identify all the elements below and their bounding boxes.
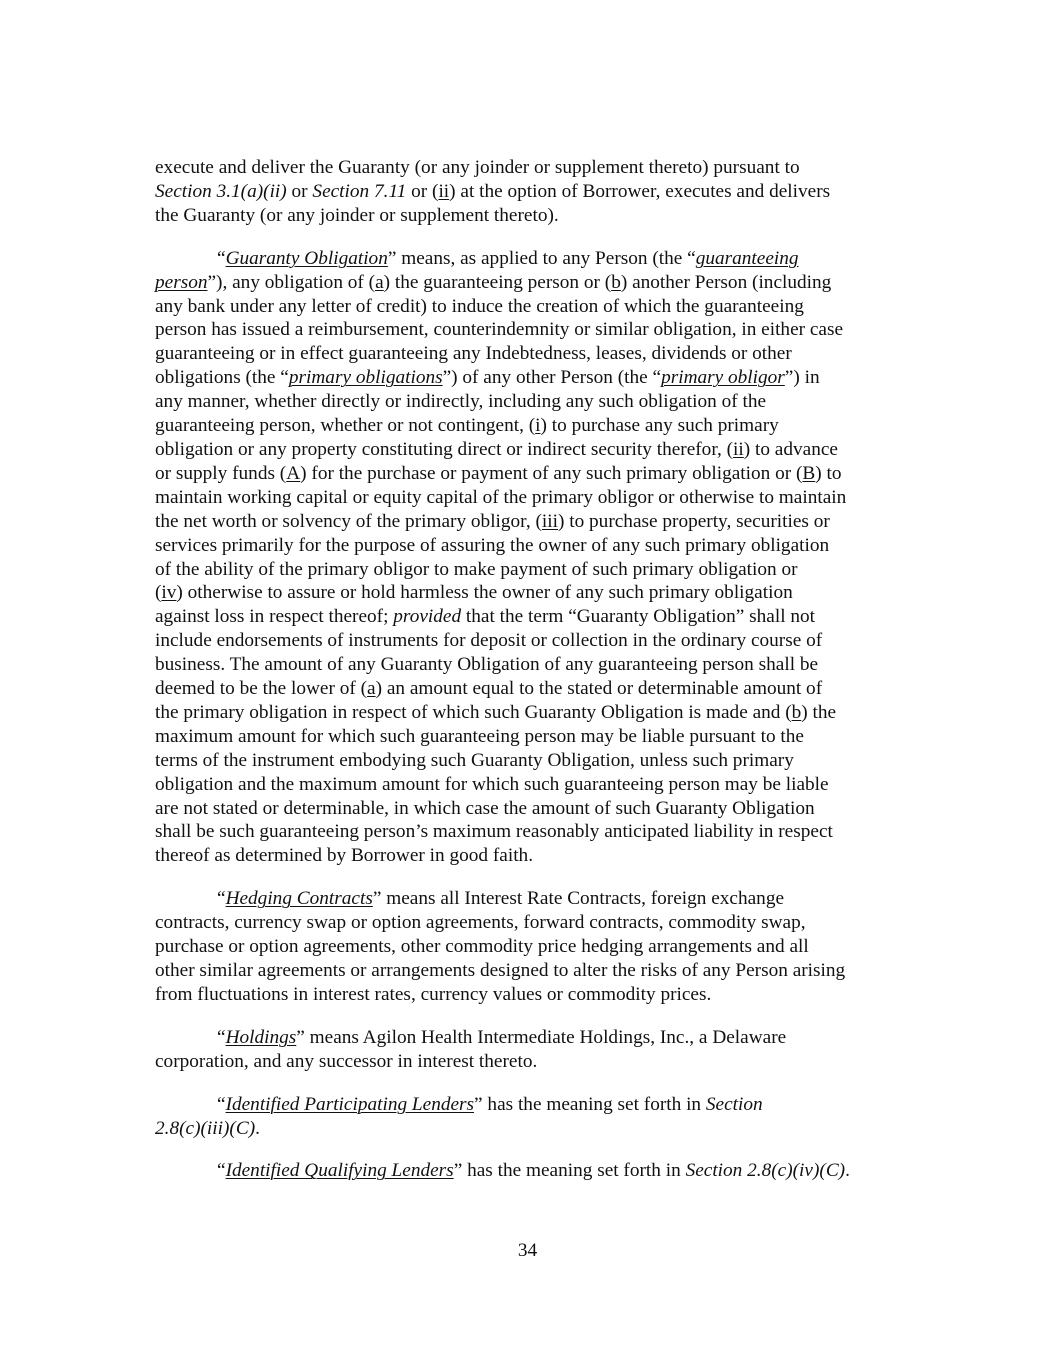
- text-run: (: [155, 582, 162, 604]
- defined-term: i: [535, 415, 541, 437]
- text-line: [155, 1159, 915, 1183]
- text-line: [155, 749, 915, 773]
- text-line: [155, 180, 915, 204]
- text-run: ” means all Interest Rate Contracts, foreign exchange: [372, 888, 785, 910]
- text-run: ” has the meaning set forth in: [474, 1093, 706, 1115]
- text-line: [155, 318, 915, 342]
- text-line: [155, 414, 915, 438]
- text-run: thereof as determined by Borrower in good faith.: [155, 845, 534, 867]
- defined-term: guaranteeing: [695, 247, 799, 269]
- text-run: services primarily for the purpose of assuring the owner of any such primary obligation: [155, 534, 830, 556]
- text-run: any bank under any letter of credit) to induce the creation of which the guaranteeing: [155, 295, 804, 317]
- text-line: [155, 534, 915, 558]
- text-run: ) another Person (including: [620, 271, 832, 293]
- defined-term: Hedging Contracts: [225, 888, 373, 910]
- text-run: or: [286, 180, 313, 202]
- paragraph-holdings: [155, 1026, 915, 1074]
- text-line: [155, 581, 915, 605]
- document-body: [155, 156, 915, 1183]
- text-line: [155, 959, 915, 983]
- text-line: [155, 295, 915, 319]
- text-line: [155, 1117, 915, 1141]
- text-line: [155, 653, 915, 677]
- defined-term: A: [286, 462, 301, 484]
- text-run: or (: [406, 180, 439, 202]
- text-line: [155, 438, 915, 462]
- text-run: 2.8(c)(iii)(C): [155, 1117, 256, 1139]
- text-line: [155, 247, 915, 271]
- defined-term: ii: [438, 180, 450, 202]
- text-run: Section 7.11: [312, 180, 407, 202]
- defined-term: b: [611, 271, 621, 293]
- page-number: 34: [517, 1240, 538, 1261]
- text-line: [155, 486, 915, 510]
- defined-term: a: [367, 678, 376, 700]
- defined-term: primary obligor: [661, 367, 785, 389]
- text-run: ” means, as applied to any Person (the “: [387, 247, 696, 269]
- text-run: ” has the meaning set forth in: [453, 1160, 686, 1182]
- text-run: maintain working capital or equity capital of the primary obligor or otherwise to maintain: [155, 486, 847, 508]
- text-line: [155, 605, 915, 629]
- text-run: “: [217, 1026, 226, 1048]
- text-line: [155, 462, 915, 486]
- text-run: ) for the purchase or payment of any such primary obligation or (: [300, 462, 803, 484]
- text-line: [155, 1026, 915, 1050]
- defined-term: iii: [541, 510, 558, 532]
- text-run: execute and deliver the Guaranty (or any joinder or supplement thereto) pursuant to: [155, 157, 800, 178]
- defined-term: Guaranty Obligation: [225, 247, 388, 269]
- text-run: corporation, and any successor in interest thereto.: [155, 1050, 538, 1072]
- defined-term: Identified Participating Lenders: [225, 1093, 475, 1115]
- text-run: contracts, currency swap or option agreements, forward contracts, commodity swap,: [155, 912, 806, 934]
- text-run: ”) of any other Person (the “: [442, 367, 662, 389]
- text-run: ) to advance: [743, 438, 838, 460]
- text-run: other similar agreements or arrangements designed to alter the risks of any Person arising: [155, 960, 846, 981]
- text-run: are not stated or determinable, in which case the amount of such Guaranty Obligation: [155, 797, 815, 819]
- defined-term: Holdings: [225, 1026, 297, 1048]
- text-run: .: [255, 1117, 260, 1139]
- text-run: guaranteeing or in effect guaranteeing any Indebtedness, leases, dividends or other: [155, 343, 792, 365]
- paragraph-identified-qualifying-lenders: [155, 1159, 915, 1183]
- defined-term: ii: [733, 438, 744, 460]
- defined-term: person: [155, 271, 208, 293]
- text-line: [155, 797, 915, 821]
- defined-term: iv: [161, 582, 177, 604]
- text-run: from fluctuations in interest rates, currency values or commodity prices.: [155, 983, 712, 1005]
- text-run: obligation or any property constituting direct or indirect security therefor, (: [155, 438, 734, 460]
- text-run: ) to: [815, 462, 842, 484]
- text-line: [155, 844, 915, 868]
- text-run: Section: [705, 1093, 763, 1115]
- paragraph-identified-participating-lenders: [155, 1093, 915, 1141]
- text-run: purchase or option agreements, other commodity price hedging arrangements and all: [155, 936, 809, 958]
- text-line: [155, 156, 915, 180]
- text-run: the Guaranty (or any joinder or supplement thereto).: [155, 204, 559, 226]
- text-run: include endorsements of instruments for deposit or collection in the ordinary course of: [155, 630, 823, 652]
- text-run: “: [217, 1160, 226, 1182]
- text-run: guaranteeing person, whether or not contingent, (: [155, 415, 536, 437]
- text-line: [155, 773, 915, 797]
- defined-term: B: [802, 462, 816, 484]
- text-run: the primary obligation in respect of which such Guaranty Obligation is made and (: [155, 701, 792, 723]
- text-line: [155, 983, 915, 1007]
- text-run: Section 3.1(a)(ii): [155, 180, 287, 202]
- text-line: [155, 887, 915, 911]
- text-line: [155, 677, 915, 701]
- text-line: [155, 935, 915, 959]
- paragraph-guaranty-continuation: [155, 156, 915, 228]
- text-run: ) to purchase property, securities or: [557, 510, 830, 532]
- text-run: ) an amount equal to the stated or determinable amount of: [375, 678, 823, 700]
- text-line: [155, 271, 915, 295]
- text-run: ”), any obligation of (: [207, 271, 376, 293]
- text-line: [155, 366, 915, 390]
- text-run: of the ability of the primary obligor to make payment of such primary obligation or: [155, 558, 798, 580]
- text-run: provided: [393, 606, 462, 628]
- text-line: [155, 558, 915, 582]
- paragraph-hedging-contracts: [155, 887, 915, 1007]
- defined-term: primary obligations: [288, 367, 443, 389]
- text-line: [155, 390, 915, 414]
- text-run: ) to purchase any such primary: [540, 415, 779, 437]
- text-line: [155, 701, 915, 725]
- text-run: obligations (the “: [155, 367, 289, 389]
- text-run: maximum amount for which such guaranteeing person may be liable pursuant to the: [155, 725, 804, 747]
- text-run: ”) in: [784, 367, 820, 389]
- text-run: that the term “Guaranty Obligation” shall not: [461, 606, 816, 628]
- defined-term: a: [375, 271, 384, 293]
- text-run: ) otherwise to assure or hold harmless the owner of any such primary obligation: [176, 582, 793, 604]
- text-run: person has issued a reimbursement, counterindemnity or similar obligation, in either case: [155, 319, 844, 341]
- document-page: [155, 156, 915, 1202]
- text-run: ) the guaranteeing person or (: [383, 271, 612, 293]
- text-run: terms of the instrument embodying such Guaranty Obligation, unless such primary: [155, 749, 794, 771]
- defined-term: Identified Qualifying Lenders: [225, 1160, 454, 1182]
- text-run: business. The amount of any Guaranty Obligation of any guaranteeing person shall be: [155, 654, 819, 676]
- text-run: ) the: [801, 701, 837, 723]
- text-run: any manner, whether directly or indirectly, including any such obligation of the: [155, 391, 767, 413]
- paragraph-guaranty-obligation: [155, 247, 915, 869]
- text-run: deemed to be the lower of (: [155, 678, 368, 700]
- text-run: Section 2.8(c)(iv)(C): [685, 1160, 846, 1182]
- text-line: [155, 725, 915, 749]
- text-run: “: [217, 1093, 226, 1115]
- text-run: ” means Agilon Health Intermediate Holdings, Inc., a Delaware: [296, 1026, 787, 1048]
- text-run: “: [217, 888, 226, 910]
- text-line: [155, 911, 915, 935]
- text-line: [155, 1050, 915, 1074]
- text-run: or supply funds (: [155, 462, 287, 484]
- defined-term: b: [791, 701, 802, 723]
- text-run: “: [217, 247, 226, 269]
- text-run: the net worth or solvency of the primary obligor, (: [155, 510, 542, 532]
- text-line: [155, 204, 915, 228]
- text-run: ) at the option of Borrower, executes and delivers: [449, 180, 831, 202]
- text-run: shall be such guaranteeing person’s maximum reasonably anticipated liability in respect: [155, 821, 833, 843]
- text-run: .: [845, 1160, 850, 1182]
- text-line: [155, 820, 915, 844]
- text-line: [155, 1093, 915, 1117]
- text-line: [155, 629, 915, 653]
- text-run: obligation and the maximum amount for which such guaranteeing person may be liable: [155, 773, 829, 795]
- text-line: [155, 510, 915, 534]
- text-line: [155, 342, 915, 366]
- text-run: against loss in respect thereof;: [155, 606, 394, 628]
